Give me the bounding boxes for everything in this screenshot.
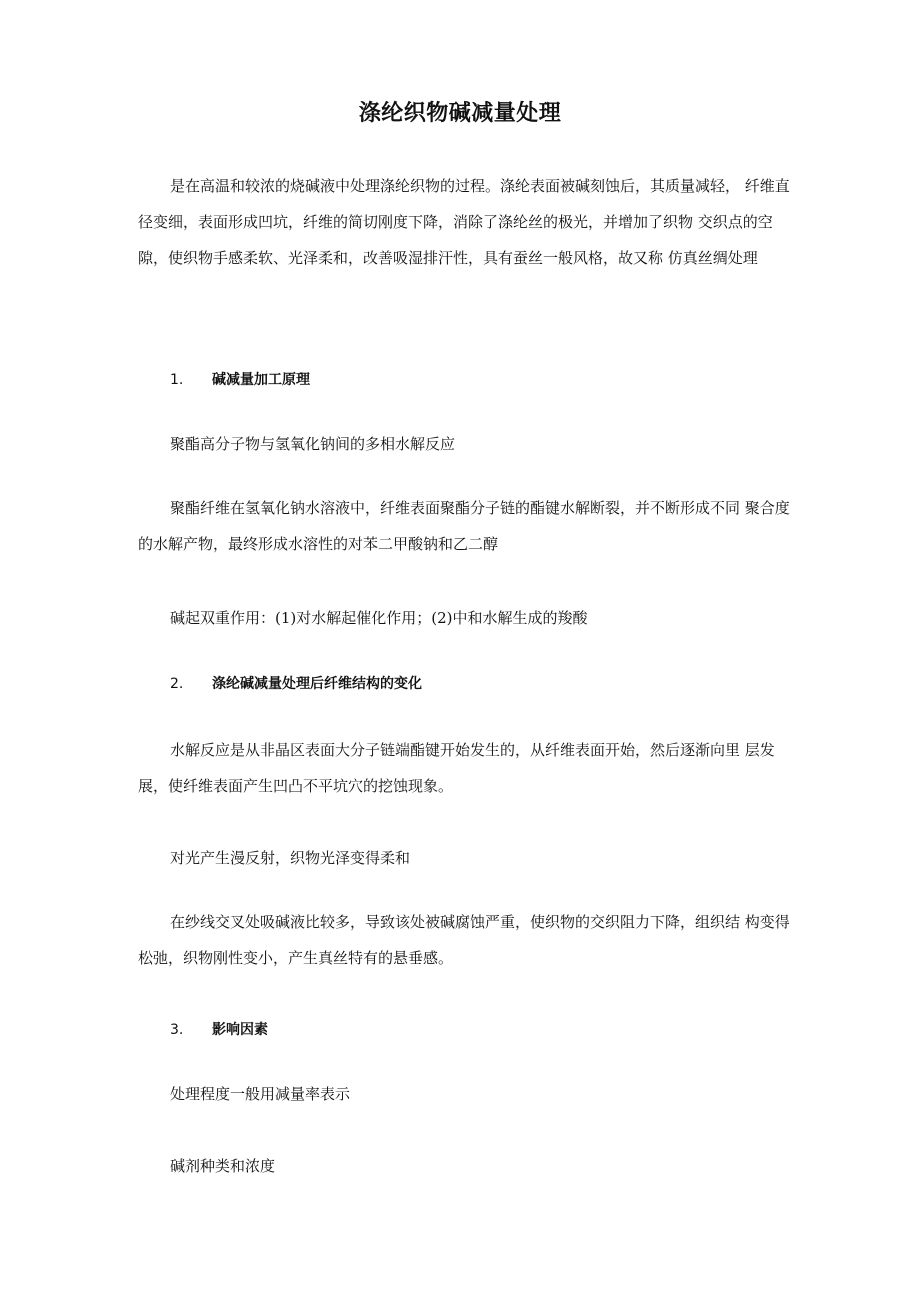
section-1-heading [170, 362, 310, 398]
section-3-line-2: 碱剂种类和浓度 [170, 1157, 276, 1175]
section-1-line-1: 聚酯高分子物与氢氧化钠间的多相水解反应 [170, 435, 456, 453]
section-2-title: 涤纶碱减量处理后纤维结构的变化 [212, 676, 422, 692]
intro-paragraph: 是在高温和较浓的烧碱液中处理涤纶织物的过程。涤纶表面被碱刻蚀后，其质量减轻， 纤维直径变细，表面形成凹坑，纤维的简切刚度下降，消除了涤纶丝的极光，并增加了织物 交织点的空隙，使织物手感柔软、光泽柔和，改善吸湿排汗性，具有蚕丝一般风格，故又称 仿真丝绸处理 [138, 177, 790, 267]
section-2-paragraph-1: 水解反应是从非晶区表面大分子链端酯键开始发生的，从纤维表面开始，然后逐渐向里 层发展，使纤维表面产生凹凸不平坑穴的挖蚀现象。 [138, 741, 775, 795]
section-3-title: 影响因素 [212, 1022, 268, 1038]
section-1-paragraph: 聚酯纤维在氢氧化钠水溶液中，纤维表面聚酯分子链的酯键水解断裂，并不断形成不同 聚合度的水解产物，最终形成水溶性的对苯二甲酸钠和乙二醇 [138, 499, 790, 553]
section-1-number: 1. [170, 372, 184, 388]
section-3-line-1: 处理程度一般用减量率表示 [170, 1085, 351, 1103]
section-2-line-1: 对光产生漫反射，织物光泽变得柔和 [170, 849, 411, 867]
section-1-line-2: 碱起双重作用：(1)对水解起催化作用；(2)中和水解生成的羧酸 [170, 609, 588, 627]
section-3-heading [170, 1012, 268, 1048]
section-2-heading [170, 666, 422, 702]
section-2-number: 2. [170, 676, 184, 692]
section-3-number: 3. [170, 1022, 184, 1038]
document-title: 涤纶织物碱减量处理 [358, 101, 562, 126]
section-2-paragraph-2: 在纱线交叉处吸碱液比较多，导致该处被碱腐蚀严重，使织物的交织阻力下降，组织结 构变得松弛，织物刚性变小，产生真丝特有的悬垂感。 [138, 913, 790, 967]
section-1-title: 碱减量加工原理 [212, 372, 310, 388]
